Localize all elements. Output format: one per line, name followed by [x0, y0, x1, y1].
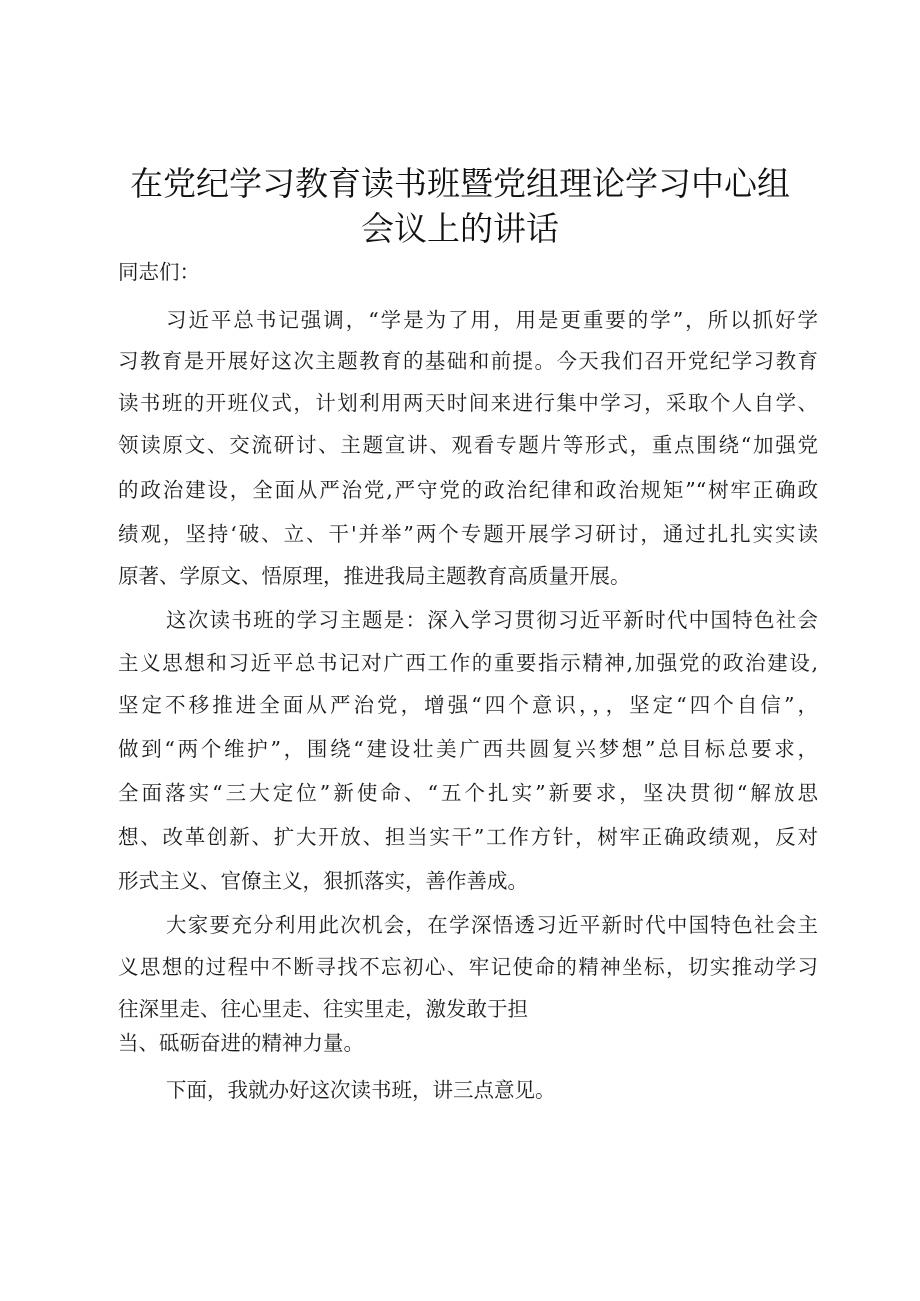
paragraph-3-line: 往深里走、往心里走、往实里走，激发敢于担	[118, 997, 528, 1021]
paragraph-1-line: 读书班的开班仪式，计划利用两天时间来进行集中学习，采取个人自学、	[118, 391, 818, 415]
paragraph-2-line: 这次读书班的学习主题是：深入学习贯彻习近平新时代中国特色社会	[166, 608, 818, 632]
paragraph-2-line: 主义思想和习近平总书记对广西工作的重要指示精神,加强党的政治建设,	[118, 651, 818, 675]
paragraph-1-line: 原著、学原文、悟原理，推进我局主题教育高质量开展。	[118, 564, 631, 588]
paragraph-1-line: 绩观，坚持‘破、立、干'并举”两个专题开展学习研讨，通过扎扎实实读	[118, 522, 818, 546]
paragraph-1-line: 领读原文、交流研讨、主题宣讲、观看专题片等形式，重点围绕“加强党	[118, 433, 818, 457]
document-title-line-1: 在党纪学习教育读书班暨党组理论学习中心组	[130, 164, 790, 203]
paragraph-1-line: 习近平总书记强调，“学是为了用，用是更重要的学”，所以抓好学	[166, 308, 818, 332]
paragraph-2-line: 做到“两个维护”，围绕“建设壮美广西共圆复兴梦想”总目标总要求，	[118, 737, 818, 761]
paragraph-3-line: 大家要充分利用此次机会，在学深悟透习近平新时代中国特色社会主	[166, 913, 818, 937]
salutation: 同志们：	[118, 260, 200, 284]
paragraph-2-line: 坚定不移推进全面从严治党，增强“四个意识，，，坚定“四个自信”，	[118, 693, 818, 717]
paragraph-2-line: 全面落实“三大定位”新使命、“五个扎实”新要求，坚决贯彻“解放思	[118, 781, 818, 805]
paragraph-1-line: 习教育是开展好这次主题教育的基础和前提。今天我们召开党纪学习教育	[118, 349, 818, 373]
paragraph-3-line: 当、砥砺奋进的精神力量。	[118, 1031, 364, 1055]
paragraph-3-line: 义思想的过程中不断寻找不忘初心、牢记使命的精神坐标，切实推动学习	[118, 955, 818, 979]
paragraph-2-line: 形式主义、官僚主义，狠抓落实，善作善成。	[118, 869, 528, 893]
paragraph-2-line: 想、改革创新、扩大开放、担当实干”工作方针，树牢正确政绩观，反对	[118, 825, 818, 849]
paragraph-4-line: 下面，我就办好这次读书班，讲三点意见。	[166, 1078, 556, 1102]
document-title-line-2: 会议上的讲话	[361, 209, 559, 248]
paragraph-1-line: 的政治建设，全面从严治党,严守党的政治纪律和政治规矩”“树牢正确政	[118, 478, 818, 502]
